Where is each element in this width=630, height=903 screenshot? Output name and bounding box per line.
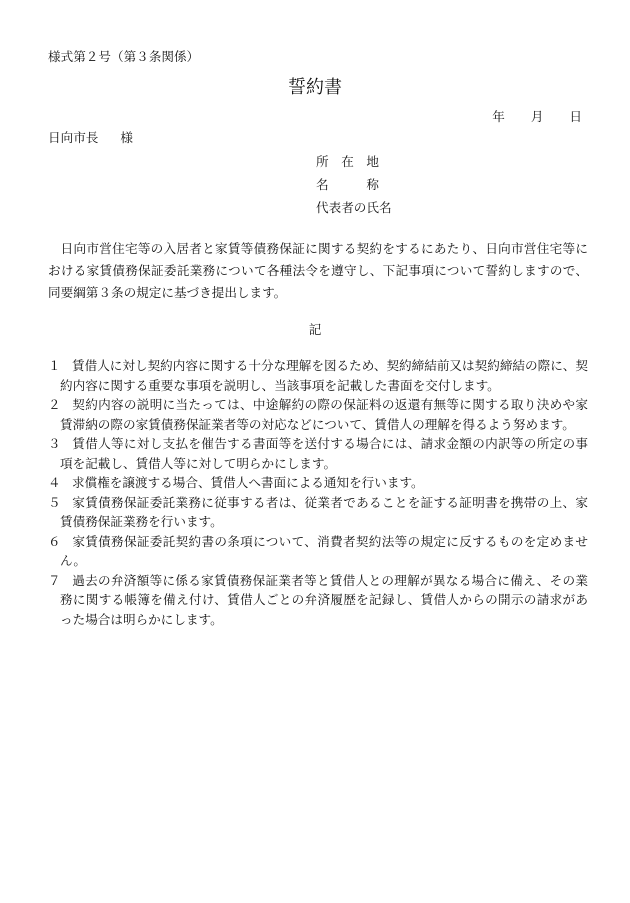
- pledge-item: [48, 395, 588, 434]
- form-number: 様式第２号（第３条関係）: [48, 49, 200, 64]
- pledge-item: [48, 473, 588, 493]
- pledge-item: [48, 571, 588, 630]
- date-line: [492, 107, 582, 127]
- addressee-name: 日向市長: [48, 130, 99, 145]
- date-day-label: 日: [569, 109, 582, 124]
- item-number: ２: [48, 397, 61, 412]
- item-number: ３: [48, 436, 61, 451]
- item-text: 賃借人に対し契約内容に関する十分な理解を図るため、契約締結前又は契約締結の際に、契約内容に関する重要な事項を説明し、当該事項を記載した書面を交付します。: [60, 358, 588, 393]
- representative-label: 代表者の氏名: [316, 200, 392, 215]
- address-label: 所 在 地: [316, 154, 379, 169]
- item-text: 契約内容の説明に当たっては、中途解約の際の保証料の返還有無等に関する取り決めや家賃滞納の際の家賃債務保証業者等の対応などについて、賃借人の理解を得るよう努めます。: [60, 397, 588, 432]
- pledge-item: [48, 356, 588, 395]
- intro-paragraph: 日向市営住宅等の入居者と家賃等債務保証に関する契約をするにあたり、日向市営住宅等における家賃債務保証委託業務について各種法令を遵守し、下記事項について誓約しますので、同要綱第３条の規定に基づき提出します。: [48, 241, 588, 300]
- item-number: １: [48, 358, 61, 373]
- name-label: 名 称: [316, 177, 379, 192]
- date-month-label: 月: [530, 109, 544, 124]
- item-number: ４: [48, 475, 61, 490]
- item-text: 賃借人等に対し支払を催告する書面等を送付する場合には、請求金額の内訳等の所定の事項を記載し、賃借人等に対して明らかにします。: [60, 436, 588, 471]
- item-text: 家賃債務保証委託業務に従事する者は、従業者であることを証する証明書を携帯の上、家賃債務保証業務を行います。: [60, 494, 588, 529]
- pledge-item: [48, 532, 588, 571]
- addressee: [48, 128, 133, 148]
- item-text: 求償権を譲渡する場合、賃借人へ書面による通知を行います。: [72, 475, 424, 490]
- document-title: 誓約書: [288, 77, 342, 98]
- item-text: 家賃債務保証委託契約書の条項について、消費者契約法等の規定に反するものを定めません。: [60, 533, 588, 568]
- addressee-honorific: 様: [120, 130, 133, 145]
- applicant-block: [316, 150, 392, 219]
- item-number: ６: [48, 533, 61, 549]
- item-number: ７: [48, 572, 61, 588]
- pledge-item: [48, 493, 588, 532]
- item-text: 過去の弁済額等に係る家賃債務保証業者等と賃借人との理解が異なる場合に備え、その業務に関する帳簿を備え付け、賃借人ごとの弁済履歴を記録し、賃借人からの開示の請求があった場合は明らかにします。: [60, 572, 588, 627]
- pledge-list: [48, 356, 588, 629]
- pledge-item: [48, 434, 588, 473]
- date-year-label: 年: [492, 109, 505, 124]
- item-number: ５: [48, 494, 61, 510]
- ki-heading: 記: [308, 322, 322, 337]
